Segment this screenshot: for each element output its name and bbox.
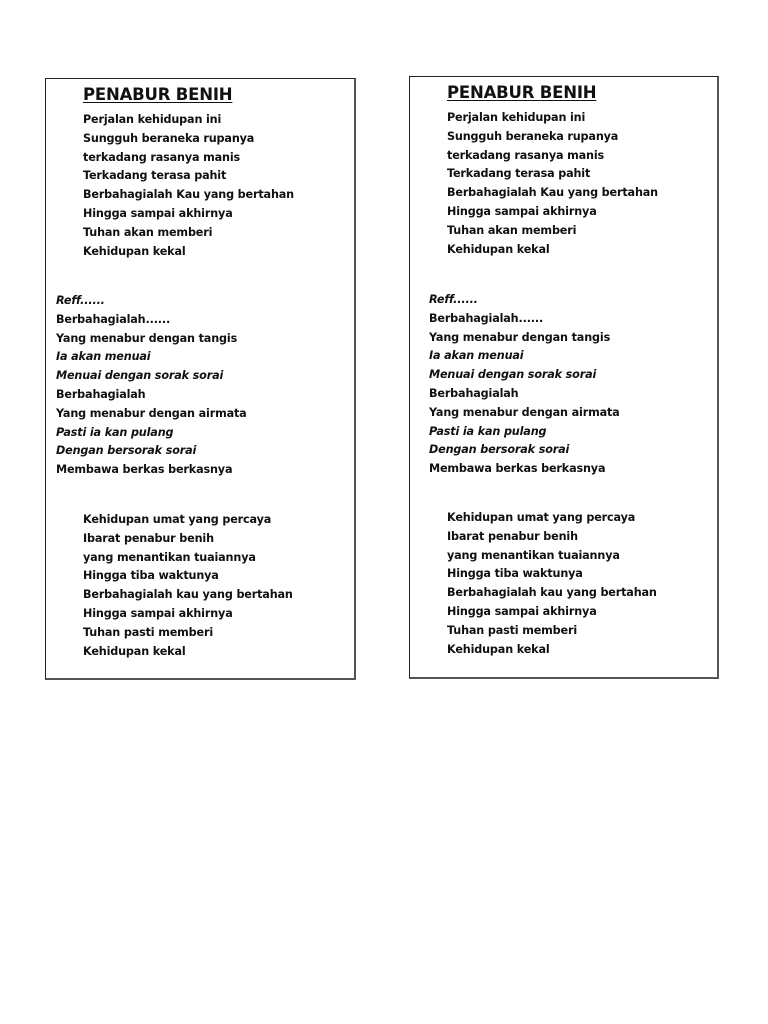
verse-2 — [447, 509, 657, 659]
lyric-line: Yang menabur dengan tangis — [56, 331, 238, 345]
lyric-line: Berbahagialah — [56, 387, 146, 401]
lyric-line: Hingga sampai akhirnya — [447, 604, 597, 618]
lyric-line: Yang menabur dengan airmata — [429, 405, 620, 419]
verse-2 — [83, 511, 293, 661]
lyric-line: Pasti ia kan pulang — [56, 425, 174, 439]
lyric-line: terkadang rasanya manis — [83, 150, 241, 164]
lyric-line: Berbahagialah...... — [56, 312, 171, 326]
lyric-line: Yang menabur dengan airmata — [56, 406, 247, 420]
lyric-line: Dengan bersorak sorai — [56, 444, 197, 458]
lyric-line: Terkadang terasa pahit — [447, 167, 591, 181]
lyric-line: Ibarat penabur benih — [83, 531, 214, 545]
lyric-line: Sungguh beraneka rupanya — [447, 129, 619, 143]
lyric-line: yang menantikan tuaiannya — [447, 548, 620, 562]
song-title: PENABUR BENIH — [447, 83, 597, 102]
lyric-line: Dengan bersorak sorai — [429, 443, 570, 457]
lyric-line: Menuai dengan sorak sorai — [429, 368, 597, 382]
lyric-line: Ia akan menuai — [56, 350, 151, 364]
chorus — [429, 291, 620, 479]
lyric-line: Berbahagialah Kau yang bertahan — [83, 188, 294, 202]
chorus — [56, 292, 247, 480]
lyric-line: Hingga tiba waktunya — [447, 567, 583, 581]
lyric-line: yang menantikan tuaiannya — [83, 550, 256, 564]
lyric-line: Berbahagialah — [429, 386, 519, 400]
verse-1 — [83, 111, 294, 261]
lyric-line: Tuhan pasti memberi — [447, 623, 578, 637]
lyric-line: Berbahagialah kau yang bertahan — [447, 586, 657, 600]
lyric-line: Kehidupan kekal — [447, 642, 550, 656]
verse-1 — [447, 109, 658, 259]
lyric-line: Berbahagialah Kau yang bertahan — [447, 186, 658, 200]
lyric-line: Kehidupan kekal — [447, 242, 550, 256]
lyric-line: Kehidupan umat yang percaya — [447, 511, 636, 524]
chorus-label: Reff...... — [56, 294, 105, 307]
lyric-line: Kehidupan kekal — [83, 244, 186, 258]
lyric-line: Tuhan akan memberi — [83, 225, 213, 239]
lyric-line: Tuhan pasti memberi — [83, 625, 214, 639]
lyric-line: Membawa berkas berkasnya — [429, 462, 606, 476]
lyric-line: Berbahagialah...... — [429, 311, 544, 325]
lyric-line: Hingga sampai akhirnya — [83, 206, 233, 220]
chorus-label: Reff...... — [429, 293, 478, 306]
song-title: PENABUR BENIH — [83, 85, 233, 104]
lyrics-card-right — [409, 76, 719, 679]
lyric-line: terkadang rasanya manis — [447, 148, 605, 162]
lyric-line: Hingga sampai akhirnya — [83, 606, 233, 620]
lyric-line: Hingga sampai akhirnya — [447, 204, 597, 218]
lyric-line: Membawa berkas berkasnya — [56, 463, 233, 477]
lyric-line: Ibarat penabur benih — [447, 529, 578, 543]
lyric-line: Sungguh beraneka rupanya — [83, 131, 255, 145]
lyric-line: Kehidupan kekal — [83, 644, 186, 658]
lyric-line: Kehidupan umat yang percaya — [83, 513, 272, 526]
lyric-line: Perjalan kehidupan ini — [447, 111, 586, 124]
lyric-line: Pasti ia kan pulang — [429, 424, 547, 438]
lyric-line: Hingga tiba waktunya — [83, 569, 219, 583]
lyric-line: Yang menabur dengan tangis — [429, 330, 611, 344]
lyric-line: Berbahagialah kau yang bertahan — [83, 588, 293, 602]
lyric-line: Perjalan kehidupan ini — [83, 113, 222, 126]
lyric-line: Ia akan menuai — [429, 349, 524, 363]
lyric-line: Terkadang terasa pahit — [83, 169, 227, 183]
lyrics-card-left — [45, 78, 356, 680]
lyric-line: Menuai dengan sorak sorai — [56, 369, 224, 383]
lyric-line: Tuhan akan memberi — [447, 223, 577, 237]
